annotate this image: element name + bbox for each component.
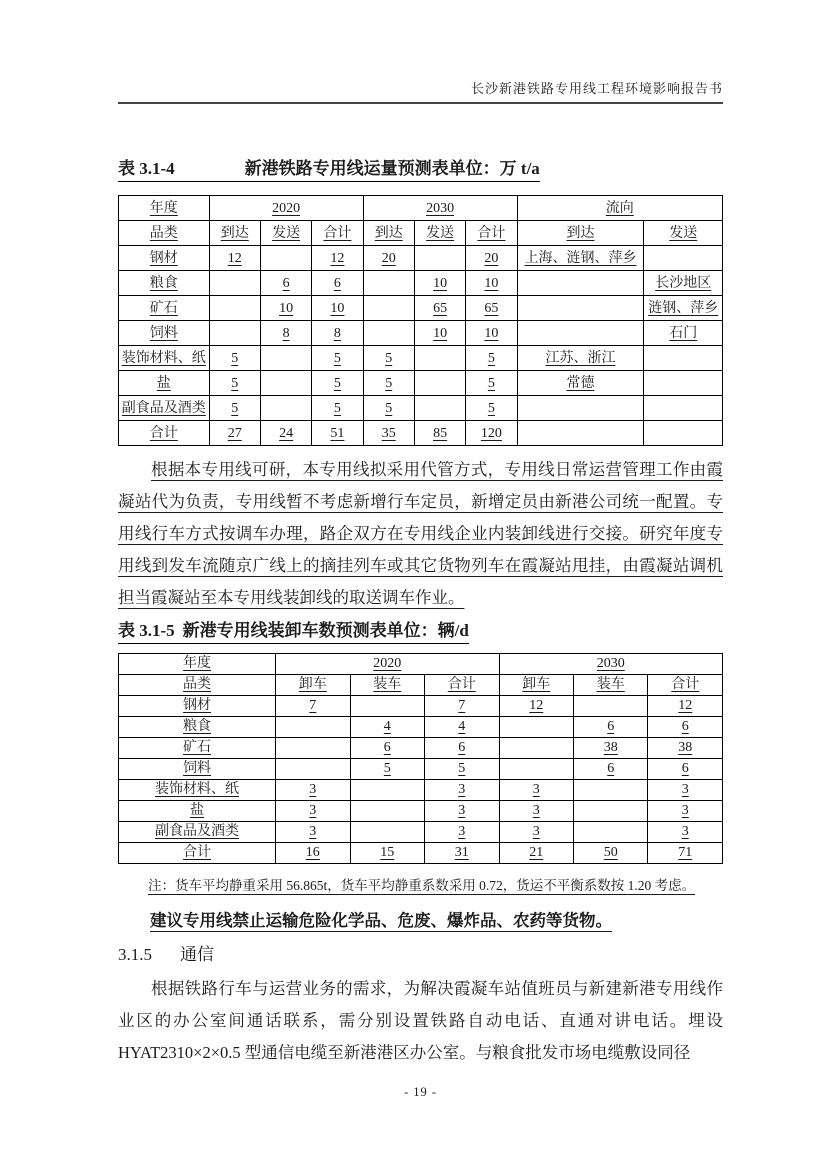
page-header-title: 长沙新港铁路专用线工程环境影响报告书 xyxy=(118,78,723,104)
table-cell: 5 xyxy=(312,346,363,371)
communication-paragraph: 根据铁路行车与运营业务的需求，为解决霞凝车站值班员与新建新港专用线作业区的办公室间通话联系，需分别设置铁路自动电话、直通对讲电话。埋设 HYAT2310×2×0.5 型通信电缆至新港港区办公室。与粮食批发市场电缆敷设同径 xyxy=(118,979,723,1062)
table-cell xyxy=(499,717,573,738)
table1-group-flow: 流向 xyxy=(517,196,722,221)
table-cell xyxy=(644,346,723,371)
table2-subheader: 合计 xyxy=(648,675,723,696)
table-cell xyxy=(350,780,424,801)
table-cell xyxy=(644,371,723,396)
table1-corner-year: 年度 xyxy=(119,196,210,221)
table-cell: 3 xyxy=(499,822,573,843)
table-cell: 6 xyxy=(312,271,363,296)
table-cell: 5 xyxy=(209,346,260,371)
table-cell xyxy=(209,296,260,321)
table-cell: 38 xyxy=(648,738,723,759)
table-row xyxy=(119,759,723,780)
table-cell xyxy=(517,421,644,446)
table-cell xyxy=(260,246,311,271)
table-cell: 4 xyxy=(425,717,499,738)
table-cell: 常德 xyxy=(517,371,644,396)
table-cell: 31 xyxy=(425,843,499,864)
table-cell xyxy=(350,696,424,717)
table-cell: 3 xyxy=(499,780,573,801)
table2-caption-label: 表 3.1-5 xyxy=(118,621,175,640)
table-cell: 3 xyxy=(648,801,723,822)
table1-subheader: 合计 xyxy=(466,221,517,246)
row-category-cell: 副食品及酒类 xyxy=(119,822,276,843)
row-category-cell: 装饰材料、纸 xyxy=(119,346,210,371)
table2-caption xyxy=(118,616,723,644)
table-cell xyxy=(644,421,723,446)
table-cell: 12 xyxy=(312,246,363,271)
row-category-cell: 粮食 xyxy=(119,271,210,296)
page-number: - 19 - xyxy=(403,1085,438,1099)
table1-subheader: 合计 xyxy=(312,221,363,246)
table-cell: 15 xyxy=(350,843,424,864)
table-cell xyxy=(276,759,350,780)
table-cell: 65 xyxy=(414,296,465,321)
table-cell xyxy=(363,271,414,296)
table1-subheader: 到达 xyxy=(209,221,260,246)
table-cell: 5 xyxy=(209,371,260,396)
table-cell: 51 xyxy=(312,421,363,446)
table-cell: 3 xyxy=(648,780,723,801)
row-category-cell: 钢材 xyxy=(119,246,210,271)
table-cell: 10 xyxy=(312,296,363,321)
table-cell xyxy=(414,246,465,271)
table-cell: 120 xyxy=(466,421,517,446)
table-cell: 7 xyxy=(276,696,350,717)
table-cell xyxy=(209,271,260,296)
table2-corner-year: 年度 xyxy=(119,654,276,675)
table-cell: 20 xyxy=(363,246,414,271)
table2-group-2020: 2020 xyxy=(276,654,499,675)
table-cell xyxy=(276,738,350,759)
table-row xyxy=(119,738,723,759)
table1-subheader: 发送 xyxy=(644,221,723,246)
table-cell: 3 xyxy=(276,801,350,822)
table-cell: 江苏、浙江 xyxy=(517,346,644,371)
table-cell: 石门 xyxy=(644,321,723,346)
table-cell: 5 xyxy=(363,346,414,371)
table-cell xyxy=(517,321,644,346)
table-cell: 5 xyxy=(363,371,414,396)
table2-group-2030: 2030 xyxy=(499,654,722,675)
table-cell: 12 xyxy=(209,246,260,271)
row-category-cell: 粮食 xyxy=(119,717,276,738)
table-cell xyxy=(574,696,648,717)
table1-subheader: 到达 xyxy=(363,221,414,246)
table-cell: 4 xyxy=(350,717,424,738)
table-row xyxy=(119,371,723,396)
table-cell xyxy=(363,296,414,321)
table-cell: 长沙地区 xyxy=(644,271,723,296)
table1-caption-label: 表 3.1-4 xyxy=(118,159,175,178)
table-cell: 8 xyxy=(260,321,311,346)
section-number: 3.1.5 xyxy=(118,945,152,964)
table-row xyxy=(119,780,723,801)
table-cell: 3 xyxy=(499,801,573,822)
table-cell xyxy=(574,822,648,843)
table1-subheader: 发送 xyxy=(414,221,465,246)
table-cell: 3 xyxy=(425,780,499,801)
table-cell: 85 xyxy=(414,421,465,446)
table-cell: 5 xyxy=(209,396,260,421)
table-row xyxy=(119,801,723,822)
table-cell: 38 xyxy=(574,738,648,759)
table1-subheader: 发送 xyxy=(260,221,311,246)
table-cell xyxy=(350,801,424,822)
table2-subheader: 卸车 xyxy=(276,675,350,696)
row-category-cell: 饲料 xyxy=(119,321,210,346)
table-row xyxy=(119,822,723,843)
table-cell xyxy=(363,321,414,346)
table-cell xyxy=(644,246,723,271)
table-cell: 10 xyxy=(414,271,465,296)
table-cell: 10 xyxy=(260,296,311,321)
table-cell: 12 xyxy=(499,696,573,717)
table1-group-2020: 2020 xyxy=(209,196,363,221)
row-category-cell: 矿石 xyxy=(119,738,276,759)
table1-header-row-2 xyxy=(119,221,723,246)
table-cell: 50 xyxy=(574,843,648,864)
table-cell: 5 xyxy=(466,371,517,396)
table1-group-2030: 2030 xyxy=(363,196,517,221)
table-row xyxy=(119,696,723,717)
table-cell xyxy=(260,396,311,421)
table2-header-row-1 xyxy=(119,654,723,675)
table-cell: 5 xyxy=(350,759,424,780)
table-row xyxy=(119,843,723,864)
operations-paragraph: 根据本专用线可研，本专用线拟采用代管方式，专用线日常运营管理工作由霞凝站代为负责，专用线暂不考虑新增行车定员，新增定员由新港公司统一配置。专用线行车方式按调车办理，路企双方在专用线企业内装卸线进行交接。研究年度专用线到发车流随京广线上的摘挂列车或其它货物列车在霞凝站甩挂，由霞凝站调机担当霞凝站至本专用线装卸线的取送调车作业。 xyxy=(118,460,723,607)
table-row xyxy=(119,346,723,371)
row-category-cell: 副食品及酒类 xyxy=(119,396,210,421)
table-cell xyxy=(574,801,648,822)
table-cell: 24 xyxy=(260,421,311,446)
table2-subheader: 装车 xyxy=(350,675,424,696)
table-cell xyxy=(414,396,465,421)
table2-subheader: 装车 xyxy=(574,675,648,696)
table-cell: 16 xyxy=(276,843,350,864)
row-category-cell: 装饰材料、纸 xyxy=(119,780,276,801)
row-category-cell: 合计 xyxy=(119,421,210,446)
table-cell: 6 xyxy=(574,759,648,780)
row-category-cell: 钢材 xyxy=(119,696,276,717)
table-cell: 5 xyxy=(425,759,499,780)
table2-corner-category: 品类 xyxy=(119,675,276,696)
table-cell xyxy=(209,321,260,346)
row-category-cell: 饲料 xyxy=(119,759,276,780)
table-row xyxy=(119,246,723,271)
table-cell: 21 xyxy=(499,843,573,864)
table-cell xyxy=(517,296,644,321)
table-cell xyxy=(414,346,465,371)
table2-subheader: 卸车 xyxy=(499,675,573,696)
table1-subheader: 到达 xyxy=(517,221,644,246)
section-title: 通信 xyxy=(180,945,214,964)
row-category-cell: 合计 xyxy=(119,843,276,864)
table-cell: 3 xyxy=(276,822,350,843)
table-cell: 6 xyxy=(648,717,723,738)
table-cell xyxy=(260,346,311,371)
table-cell xyxy=(574,780,648,801)
transport-restriction-note: 建议专用线禁止运输危险化学品、危废、爆炸品、农药等货物。 xyxy=(150,911,612,930)
table-row xyxy=(119,321,723,346)
table-cell: 3 xyxy=(425,801,499,822)
row-category-cell: 盐 xyxy=(119,371,210,396)
table1-header-row-1 xyxy=(119,196,723,221)
table-cell: 8 xyxy=(312,321,363,346)
table-cell: 6 xyxy=(350,738,424,759)
table-cell: 5 xyxy=(312,371,363,396)
table-cell: 6 xyxy=(260,271,311,296)
table-cell: 6 xyxy=(425,738,499,759)
table2-subheader: 合计 xyxy=(425,675,499,696)
table-cell xyxy=(276,717,350,738)
table1-caption-title: 新港铁路专用线运量预测表单位：万 t/a xyxy=(244,159,540,178)
table-cell: 12 xyxy=(648,696,723,717)
table-cell: 上海、涟钢、萍乡 xyxy=(517,246,644,271)
table-cell: 35 xyxy=(363,421,414,446)
loading-unloading-table xyxy=(118,653,723,864)
table-cell: 6 xyxy=(574,717,648,738)
table2-note: 注：货车平均静重采用 56.865t，货车平均静重系数采用 0.72，货运不平衡系数按 1.20 考虑。 xyxy=(148,878,696,893)
table-cell xyxy=(350,822,424,843)
table-cell: 5 xyxy=(466,396,517,421)
table-cell: 10 xyxy=(466,271,517,296)
table-cell: 涟钢、萍乡 xyxy=(644,296,723,321)
table2-caption-title: 新港专用线装卸车数预测表单位：辆/d xyxy=(182,621,469,640)
table-cell xyxy=(517,271,644,296)
table2-header-row-2 xyxy=(119,675,723,696)
freight-volume-table xyxy=(118,195,723,446)
table-row xyxy=(119,717,723,738)
table-cell xyxy=(517,396,644,421)
table-cell xyxy=(499,738,573,759)
table-cell: 10 xyxy=(466,321,517,346)
table-cell xyxy=(499,759,573,780)
table-cell: 3 xyxy=(276,780,350,801)
table-cell: 6 xyxy=(648,759,723,780)
table-cell: 65 xyxy=(466,296,517,321)
table-cell xyxy=(414,371,465,396)
table-row xyxy=(119,421,723,446)
table-cell xyxy=(644,396,723,421)
row-category-cell: 矿石 xyxy=(119,296,210,321)
table-row xyxy=(119,271,723,296)
row-category-cell: 盐 xyxy=(119,801,276,822)
table-cell: 5 xyxy=(312,396,363,421)
table1-caption xyxy=(118,154,723,182)
table-row xyxy=(119,396,723,421)
table-cell: 3 xyxy=(425,822,499,843)
section-heading-3-1-5 xyxy=(118,940,723,965)
table-cell: 20 xyxy=(466,246,517,271)
table-row xyxy=(119,296,723,321)
table-cell: 5 xyxy=(363,396,414,421)
table-cell: 5 xyxy=(466,346,517,371)
table-cell xyxy=(260,371,311,396)
table-cell: 27 xyxy=(209,421,260,446)
table-cell: 3 xyxy=(648,822,723,843)
table-cell: 71 xyxy=(648,843,723,864)
table-cell: 10 xyxy=(414,321,465,346)
table-cell: 7 xyxy=(425,696,499,717)
table1-corner-category: 品类 xyxy=(119,221,210,246)
